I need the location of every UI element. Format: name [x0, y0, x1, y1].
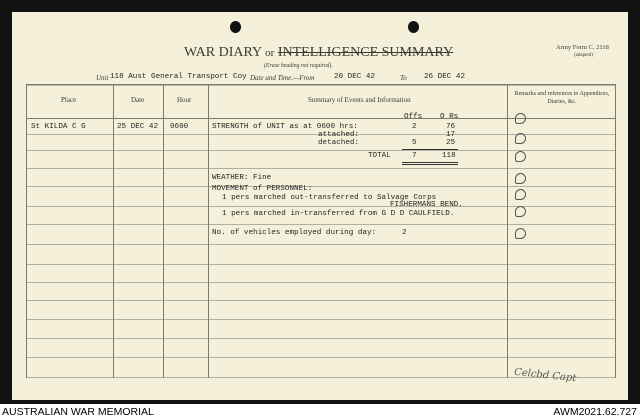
strength-row-ors: 17	[446, 131, 456, 139]
footer-catalogue-id: AWM2021.62.727	[553, 406, 637, 418]
total-label: TOTAL	[368, 152, 391, 160]
strength-row-ors: 76	[446, 123, 456, 131]
row-rule	[26, 357, 616, 358]
date-time-label: Date and Time.—From	[250, 74, 315, 82]
row-rule	[26, 244, 616, 245]
column-divider-hour	[208, 84, 209, 378]
total-rule	[402, 149, 458, 150]
title-war-diary: WAR DIARY	[184, 45, 262, 60]
footer-institution: AUSTRALIAN WAR MEMORIAL	[2, 406, 154, 418]
title-intelligence-summary: INTELLIGENCE SUMMARY	[277, 45, 454, 60]
strength-row-offs: 2	[412, 123, 417, 131]
remark-tick-mark	[515, 173, 526, 184]
to-date: 26 DEC 42	[424, 73, 466, 81]
unit-label: Unit	[96, 74, 109, 82]
column-header-place: Place	[61, 96, 77, 104]
erase-note: (Erase heading not required).	[264, 63, 333, 69]
row-rule	[26, 282, 616, 283]
row-rule	[26, 150, 616, 151]
remark-tick-mark	[515, 113, 526, 124]
table-right-border	[615, 84, 616, 378]
column-divider-place	[113, 84, 114, 378]
column-header-hour: Hour	[177, 96, 192, 104]
to-label: To	[400, 74, 407, 82]
weather-line: WEATHER: Fine	[212, 174, 272, 182]
ors-header: O Rs	[440, 113, 459, 121]
from-date: 20 DEC 42	[334, 73, 376, 81]
movement-header: MOVEMENT of PERSONNEL:	[212, 185, 313, 193]
total-double-rule	[402, 162, 458, 163]
row-rule	[26, 224, 616, 225]
strength-row-ors: 25	[446, 139, 456, 147]
entry-hour: 0600	[170, 123, 189, 131]
army-form-label: Army Form C. 2118	[556, 44, 609, 51]
header-bottom-rule	[26, 118, 616, 119]
total-double-rule-2	[402, 164, 458, 165]
total-ors: 118	[442, 152, 456, 160]
movement-line: 1 pers marched out-transferred to Salvage Corps	[222, 194, 437, 202]
remark-tick-mark	[515, 189, 526, 200]
entry-place: St KILDA C G	[31, 123, 86, 131]
row-rule	[26, 338, 616, 339]
row-rule	[26, 300, 616, 301]
row-rule	[26, 319, 616, 320]
movement-line: FISHERMANS BEND.	[390, 201, 463, 209]
strength-row-offs: 5	[412, 139, 417, 147]
entry-date: 25 DEC 42	[117, 123, 159, 131]
remark-tick-mark	[515, 228, 526, 239]
title-or: or	[265, 47, 275, 59]
table-top-rule-double	[26, 85, 616, 86]
form-code: (adapted)	[574, 53, 593, 58]
total-offs: 7	[412, 152, 417, 160]
column-divider-summary	[507, 84, 508, 378]
row-rule	[26, 186, 616, 187]
offs-header: Offs	[404, 113, 423, 121]
vehicles-label: No. of vehicles employed during day:	[212, 229, 377, 237]
page-title	[184, 45, 453, 61]
strength-row-label: detached:	[318, 139, 360, 147]
movement-line: 1 pers marched in-transferred from G D D CAULFIELD.	[222, 210, 455, 218]
row-rule	[26, 206, 616, 207]
vehicles-value: 2	[402, 229, 407, 237]
column-header-date: Date	[131, 96, 145, 104]
column-header-remarks: Remarks and references to Appendices, Diaries, &c.	[514, 91, 610, 105]
remark-tick-mark	[515, 206, 526, 217]
diary-sheet	[12, 12, 628, 400]
signature: Celcbd Capt	[513, 366, 577, 385]
row-rule	[26, 168, 616, 169]
table-left-border	[26, 84, 27, 378]
strength-label: STRENGTH of UNIT as at 0600 hrs:	[212, 123, 358, 131]
column-divider-date	[163, 84, 164, 378]
punch-hole-left	[230, 21, 241, 33]
archive-footer	[0, 405, 640, 420]
strength-row-label: attached:	[318, 131, 360, 139]
punch-hole-right	[408, 21, 419, 33]
column-header-summary: Summary of Events and Information	[308, 96, 411, 104]
row-rule	[26, 264, 616, 265]
remark-tick-mark	[515, 151, 526, 162]
unit-value: 118 Aust General Transport Coy	[110, 73, 247, 81]
remark-tick-mark	[515, 133, 526, 144]
